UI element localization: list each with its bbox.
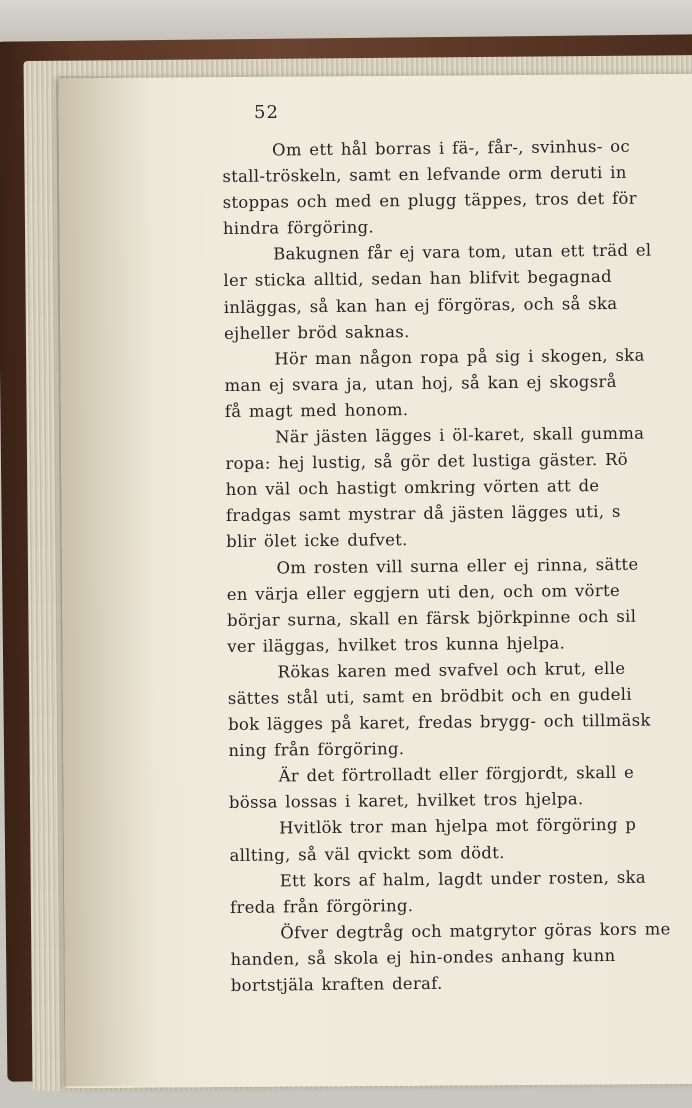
text-line: ropa: hej lustig, så gör det lustiga gäster. Rö xyxy=(225,449,629,474)
text-line: ler sticka alltid, sedan han blifvit begagnad xyxy=(223,267,612,291)
text-line: Öfver degtråg och matgrytor göras kors me xyxy=(280,919,671,943)
text-line: ver iläggas, hvilket tros kunna hjelpa. xyxy=(227,633,566,656)
text-line: ning från förgöring. xyxy=(228,739,405,761)
text-line: få magt med honom. xyxy=(224,400,409,421)
text-line: Är det förtrolladt eller förgjordt, skall e xyxy=(278,762,635,786)
text-line: freda från förgöring. xyxy=(229,895,414,917)
page-number: 52 xyxy=(254,102,279,123)
text-line: Bakugnen får ej vara tom, utan ett träd el xyxy=(273,240,652,264)
text-line: hon väl och hastigt omkring vörten att de xyxy=(225,476,600,500)
text-line: man ej svara ja, utan hoj, så kan ej skogsrå xyxy=(224,371,617,395)
text-line: blir ölet icke dufvet. xyxy=(226,530,408,552)
text-line: bok lägges på karet, fredas brygg- och tillmäsk xyxy=(228,710,651,735)
text-block xyxy=(222,133,692,999)
text-line: sättes stål uti, samt en brödbit och en gudeli xyxy=(227,684,632,708)
text-line: När jästen lägges i öl-karet, skall gumma xyxy=(275,423,645,447)
text-line: stoppas och med en plugg täppes, tros det för xyxy=(222,188,638,213)
text-line: Ett kors af halm, lagdt under rosten, ska xyxy=(279,867,647,891)
text-line: stall-tröskeln, samt en lefvande orm deruti in xyxy=(222,162,627,187)
page-gutter-shadow xyxy=(58,76,160,1087)
text-line: en värja eller eggjern uti den, och om vörte xyxy=(226,580,621,604)
text-line: bortstjäla kraften deraf. xyxy=(230,973,443,995)
text-line: bössa lossas i karet, hvilket tros hjelpa. xyxy=(228,789,584,813)
text-line: Hör man någon ropa på sig i skogen, ska xyxy=(274,345,645,369)
text-line: ejheller bröd saknas. xyxy=(223,321,410,343)
text-line: inläggas, så kan han ej förgöras, och så ska xyxy=(223,293,618,317)
text-line: börjar surna, skall en färsk björkpinne och sil xyxy=(226,606,637,630)
text-line: hindra förgöring. xyxy=(222,217,375,239)
text-line: fradgas samt mystrar då jästen lägges uti, s xyxy=(225,502,621,526)
text-line: handen, så skola ej hin-ondes anhang kunn xyxy=(230,945,616,969)
text-line: Rökas karen med svafvel och krut, elle xyxy=(277,658,626,682)
text-line: Om rosten vill surna eller ej rinna, sätte xyxy=(276,554,639,577)
text-line: allting, så väl qvickt som dödt. xyxy=(229,842,505,865)
text-line: Om ett hål borras i fä-, får-, svinhus- oc xyxy=(272,136,631,160)
text-line: Hvitlök tror man hjelpa mot förgöring p xyxy=(279,815,637,838)
background xyxy=(0,0,692,40)
